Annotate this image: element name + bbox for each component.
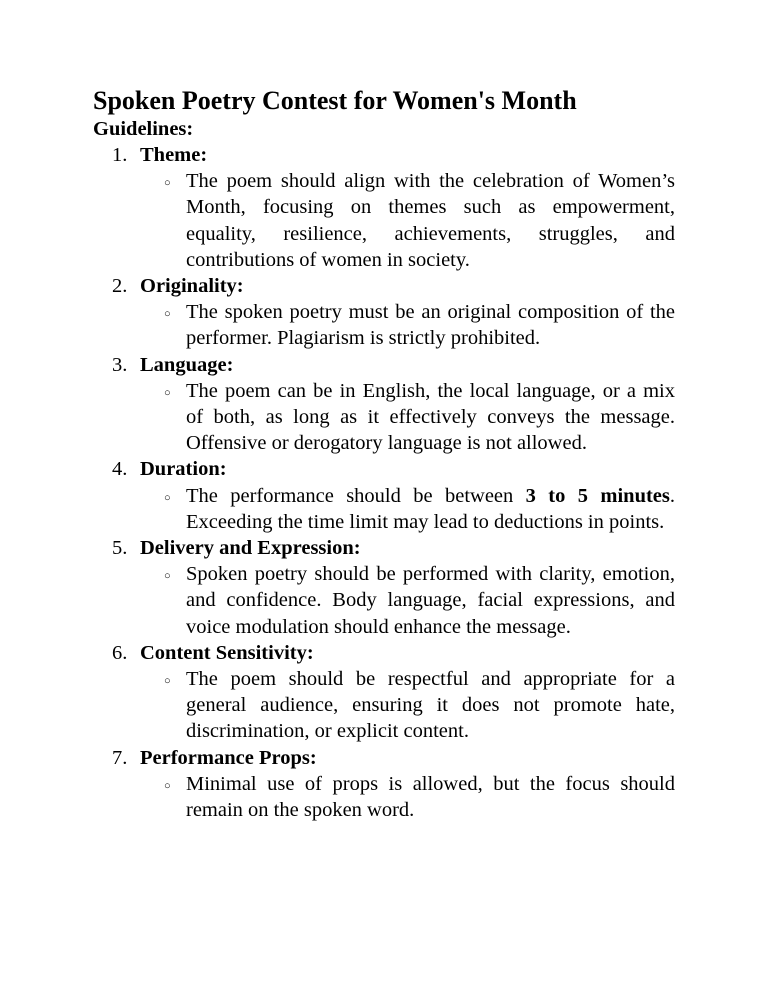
guideline-heading [93, 456, 675, 482]
hollow-circle-bullet-icon: ○ [164, 386, 171, 399]
guideline-number: 3. [112, 353, 128, 376]
guideline-item-performance-props [93, 745, 675, 824]
guideline-title: Duration: [140, 458, 227, 481]
hollow-circle-bullet-icon: ○ [164, 491, 171, 504]
guideline-item-language [93, 352, 675, 457]
guideline-title: Originality: [140, 275, 244, 298]
guideline-bullet [164, 771, 675, 823]
guideline-item-delivery [93, 535, 675, 640]
guideline-number: 5. [112, 537, 128, 560]
guideline-item-duration [93, 456, 675, 535]
hollow-circle-bullet-icon: ○ [164, 675, 171, 688]
guideline-bullet [164, 483, 675, 535]
guideline-text-end: . Exceeding the time limit may lead to deductions in points. [186, 484, 675, 533]
guideline-heading [93, 142, 675, 168]
guideline-text: The poem can be in English, the local language, or a mix of both, as long as it effectively conveys the message. Offensive or derogatory language is not allowed. [186, 379, 675, 455]
duration-emphasis: 3 to 5 minutes [525, 484, 670, 507]
guideline-number: 6. [112, 641, 128, 664]
guideline-text: Minimal use of props is allowed, but the focus should remain on the spoken word. [186, 772, 675, 822]
guideline-bullet [164, 168, 675, 273]
guideline-text: The poem should be respectful and appropriate for a general audience, ensuring it does not promote hate, discrimination, or explicit content. [186, 668, 675, 743]
hollow-circle-bullet-icon: ○ [164, 308, 171, 321]
guideline-title: Content Sensitivity: [140, 641, 314, 664]
guideline-title: Delivery and Expression: [140, 537, 361, 560]
guideline-text: The poem should align with the celebration of Women’s Month, focusing on themes such as empowerment, equality, resilience, achievements, struggles, and contributions of women in society. [186, 170, 675, 271]
guideline-bullet [164, 378, 675, 457]
guideline-heading [93, 273, 675, 299]
guideline-bullet [164, 666, 675, 745]
hollow-circle-bullet-icon: ○ [164, 779, 171, 792]
guideline-heading [93, 640, 675, 666]
guideline-item-theme [93, 142, 675, 273]
guideline-bullet [164, 299, 675, 351]
guideline-text-start: The performance should be between [186, 484, 526, 507]
guideline-title: Performance Props: [140, 746, 317, 769]
guidelines-list [93, 142, 675, 823]
guideline-title: Language: [140, 353, 234, 376]
guideline-title: Theme: [140, 144, 208, 166]
document-page [93, 86, 675, 823]
document-title: Spoken Poetry Contest for Women's Month [93, 86, 577, 115]
guideline-number: 2. [112, 275, 128, 298]
guideline-heading [93, 745, 675, 771]
guideline-number: 1. [112, 144, 128, 166]
guidelines-heading: Guidelines: [93, 118, 194, 140]
hollow-circle-bullet-icon: ○ [164, 570, 171, 583]
guideline-number: 7. [112, 746, 128, 769]
guideline-item-originality [93, 273, 675, 352]
hollow-circle-bullet-icon: ○ [164, 177, 171, 190]
guideline-item-content-sensitivity [93, 640, 675, 745]
guideline-text: Spoken poetry should be performed with clarity, emotion, and confidence. Body language, facial expressions, and voice modulation should enhance the message. [186, 563, 675, 638]
guideline-heading [93, 352, 675, 378]
guideline-text: The spoken poetry must be an original composition of the performer. Plagiarism is strictly prohibited. [186, 301, 675, 350]
guideline-number: 4. [112, 458, 128, 481]
guideline-bullet [164, 561, 675, 640]
guideline-heading [93, 535, 675, 561]
